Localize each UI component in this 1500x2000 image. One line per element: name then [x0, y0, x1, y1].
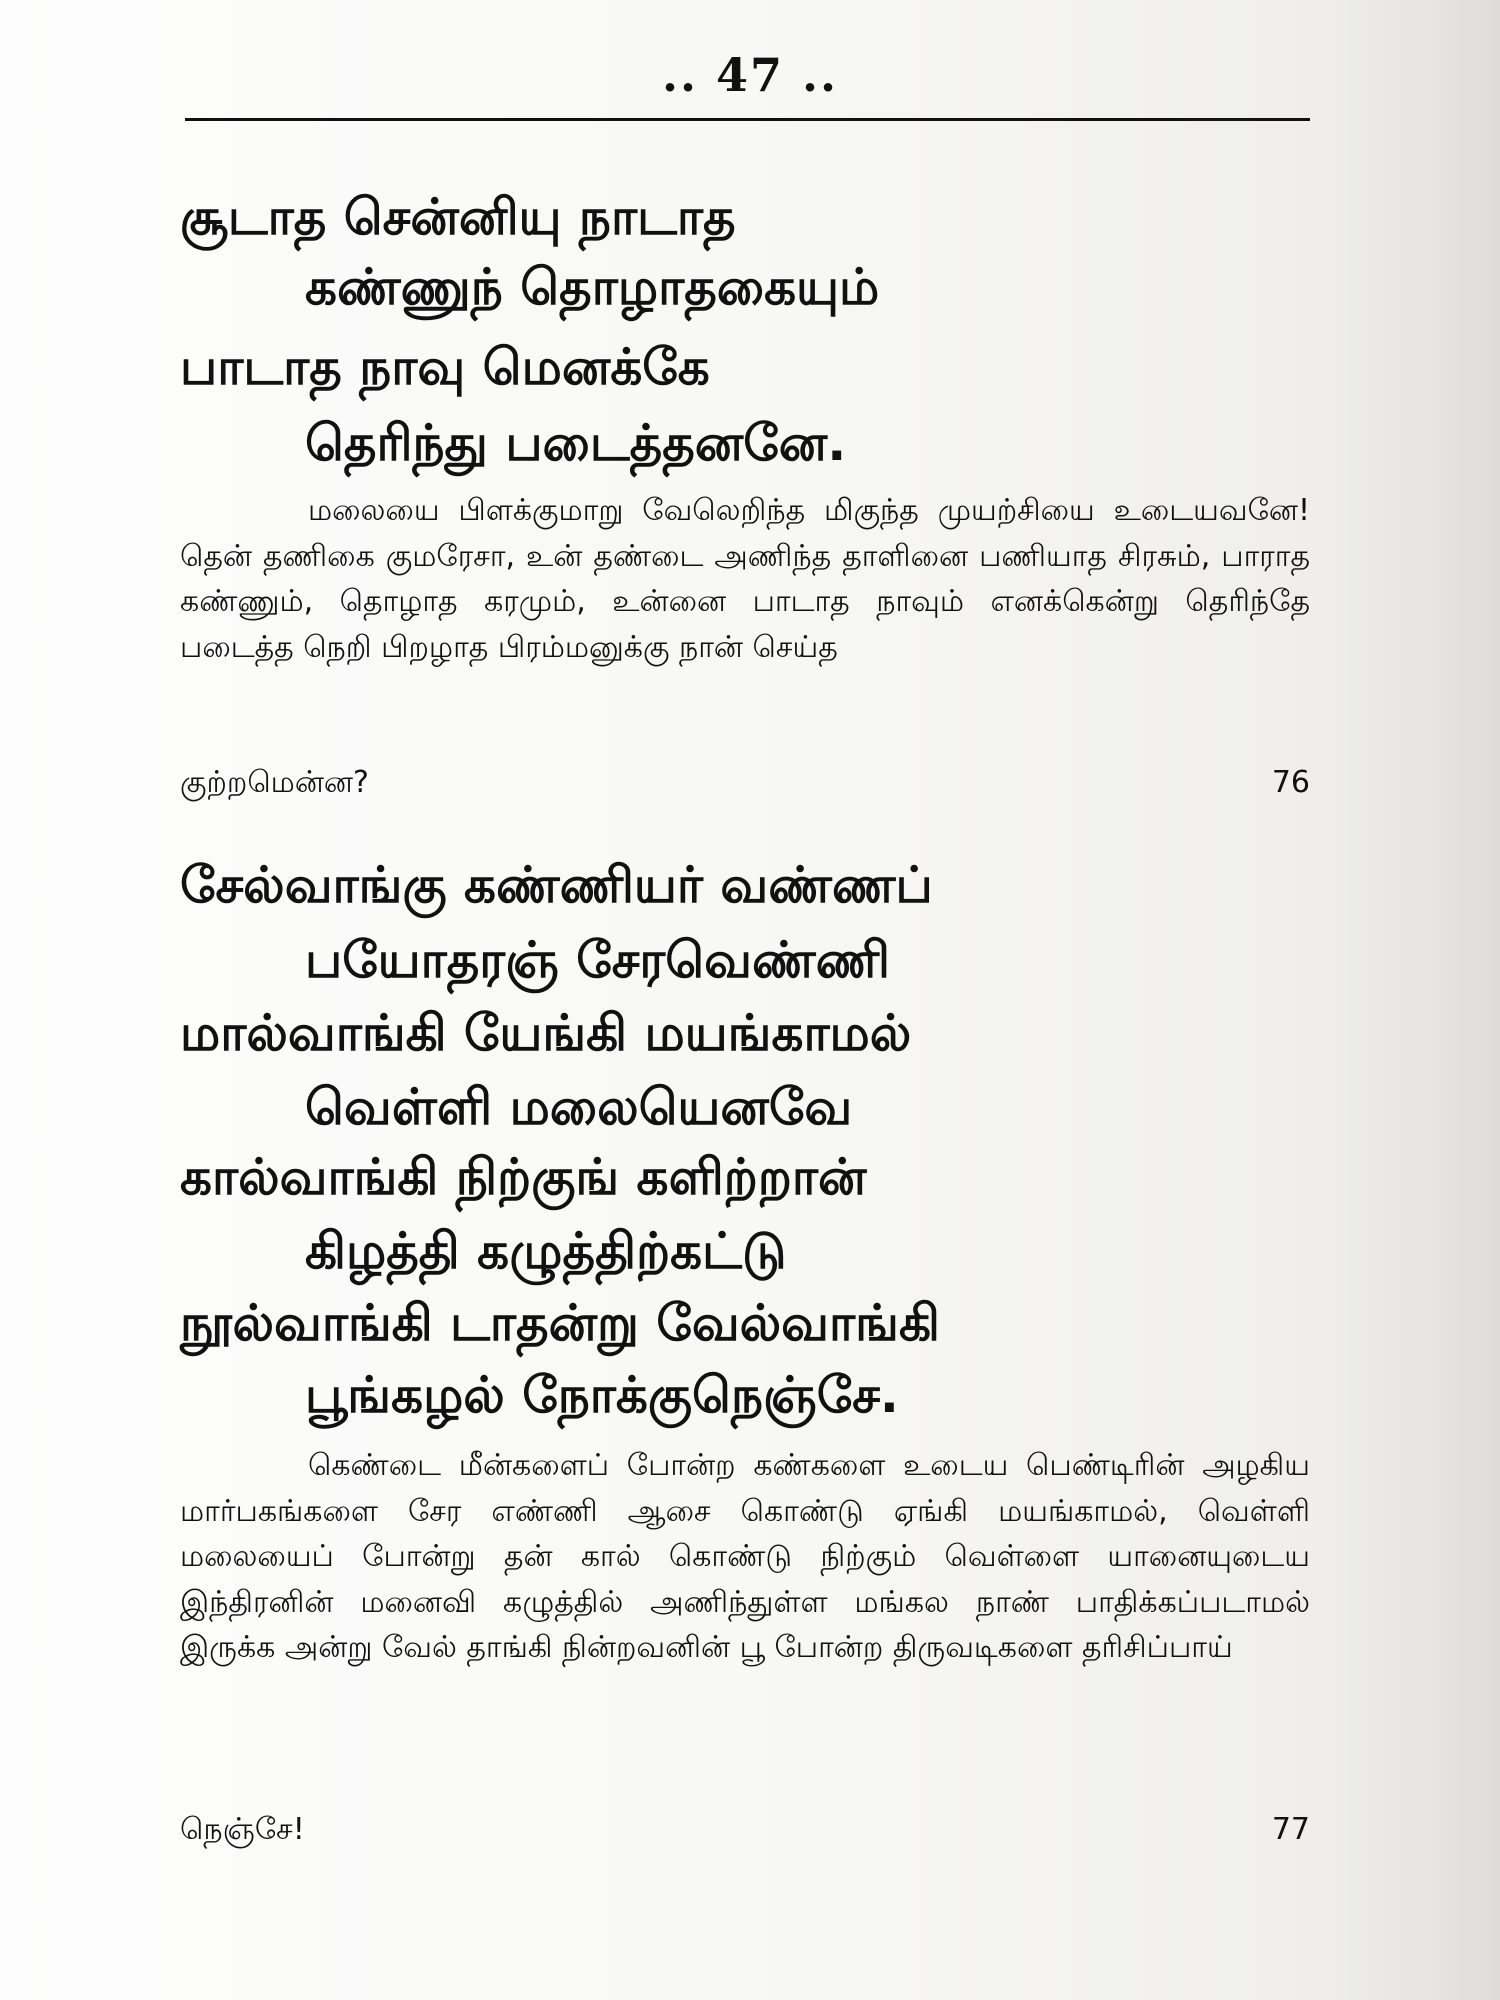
verse-76-line-1: சூடாத சென்னியு நாடாத	[180, 188, 736, 246]
page-edge-shadow	[1320, 0, 1500, 2000]
verse-77-line-8: பூங்கழல் நோக்குநெஞ்சே.	[305, 1366, 899, 1424]
verse-77-line-6: கிழத்தி கழுத்திற்கட்டு	[305, 1222, 787, 1280]
verse-77-meaning-end: நெஞ்சே!	[180, 1812, 305, 1847]
verse-76-number: 76	[1271, 765, 1310, 800]
verse-76-line-2: கண்ணுந் தொழாதகையும்	[305, 258, 880, 316]
header-rule	[185, 118, 1310, 121]
verse-77-number: 77	[1271, 1812, 1310, 1847]
verse-77-line-7: நூல்வாங்கி டாதன்று வேல்வாங்கி	[180, 1294, 940, 1352]
verse-77-line-5: கால்வாங்கி நிற்குங் களிற்றான்	[180, 1148, 867, 1206]
verse-76-line-4: தெரிந்து படைத்தனனே.	[305, 414, 847, 472]
verse-77-line-3: மால்வாங்கி யேங்கி மயங்காமல்	[180, 1004, 912, 1062]
page-number: .. 47 ..	[661, 48, 839, 102]
verse-77-line-4: வெள்ளி மலையெனவே	[305, 1078, 853, 1136]
verse-76-meaning: மலையை பிளக்குமாறு வேலெறிந்த மிகுந்த முயற்சியை உடையவனே! தென் தணிகை குமரேசா, உன் தண்டை அணிந்த தாளினை பணியாத சிரசும், பாராத கண்ணும், தொழாத கரமும், உன்னை பாடாத நாவும் எனக்கென்று தெரிந்தே படைத்த நெறி பிறழாத பிரம்மனுக்கு நான் செய்த	[180, 493, 1310, 665]
verse-77-line-1: சேல்வாங்கு கண்ணியர் வண்ணப்	[180, 856, 933, 914]
verse-76-meaning-end-row	[180, 760, 1310, 806]
verse-77-line-2: பயோதரஞ் சேரவெண்ணி	[305, 931, 890, 989]
verse-76-line-3: பாடாத நாவு மெனக்கே	[180, 338, 710, 396]
verse-76-meaning-end: குற்றமென்ன?	[180, 765, 369, 800]
verse-77-meaning: கெண்டை மீன்களைப் போன்ற கண்களை உடைய பெண்டிரின் அழகிய மார்பகங்களை சேர எண்ணி ஆசை கொண்டு ஏங்கி மயங்காமல், வெள்ளி மலையைப் போன்று தன் கால் கொண்டு நிற்கும் வெள்ளை யானையுடைய இந்திரனின் மனைவி கழுத்தில் அணிந்துள்ள மங்கல நாண் பாதிக்கப்படாமல் இருக்க அன்று வேல் தாங்கி நின்றவனின் பூ போன்ற திருவடிகளை தரிசிப்பாய்	[180, 1448, 1310, 1665]
verse-77-meaning-end-row	[180, 1807, 1310, 1853]
